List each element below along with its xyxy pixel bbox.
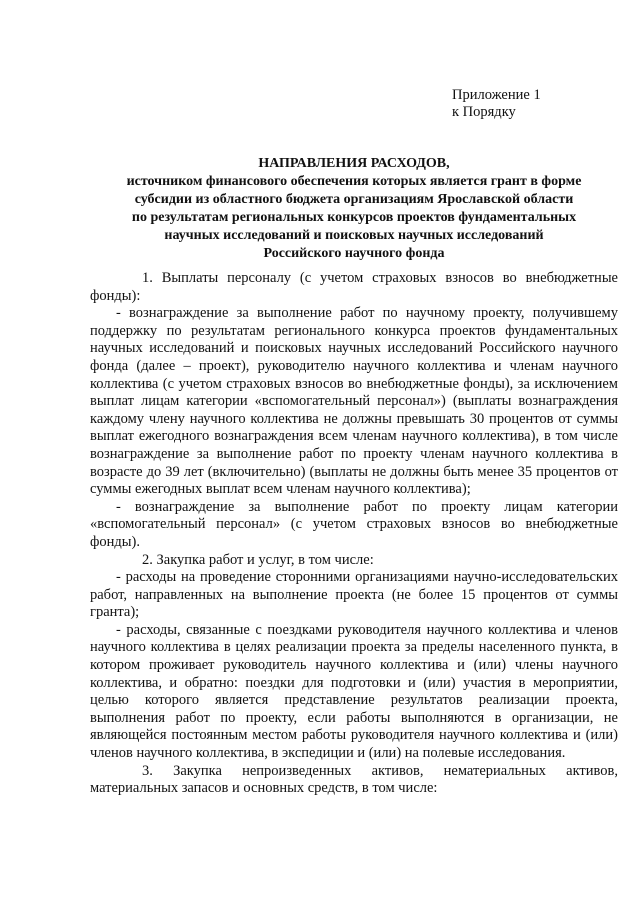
section-3-heading: 3. Закупка непроизведенных активов, нематериальных активов, материальных запасов и основных средств, в том числе: — [90, 762, 618, 797]
appendix-number: Приложение 1 — [452, 87, 541, 103]
section-2-heading: 2. Закупка работ и услуг, в том числе: — [142, 551, 374, 568]
section-1-item-1: - вознаграждение за выполнение работ по научному проекту, получившему поддержку по результатам регионального конкурса проектов фундаментальных научных исследований и поисковых научных исследований Российского научного фонда (далее – проект), руководителю научного коллектива и членам научного коллектива (с учетом страховых взносов во внебюджетные фонды), за исключением выплат лицам категории «вспомогательный персонал») (выплаты вознаграждения каждому члену научного коллектива не должны превышать 30 процентов от суммы выплат ежегодного вознаграждения всем членам научного коллектива), в том числе вознаграждение за выполнение работ по проекту членам научного коллектива в возрасте до 39 лет (включительно) (выплаты не должны быть менее 35 процентов от суммы ежегодных выплат всем членам научного коллектива); — [90, 305, 618, 498]
section-1-item-2: - вознаграждение за выполнение работ по проекту лицам категории «вспомогательный персонал» (с учетом страховых взносов во внебюджетные фонды). — [90, 498, 618, 550]
section-1-heading: 1. Выплаты персоналу (с учетом страховых взносов во внебюджетные фонды): — [90, 270, 618, 304]
title-line-5: научных исследований и поисковых научных исследований — [164, 228, 544, 243]
document-body — [90, 270, 618, 798]
section-2-item-1: - расходы на проведение сторонними организациями научно-исследовательских работ, направленных на выполнение проекта (не более 15 процентов от суммы гранта); — [90, 569, 618, 621]
appendix-reference — [452, 87, 541, 121]
title-line-2: источником финансового обеспечения которых является грант в форме — [126, 174, 582, 189]
appendix-target: к Порядку — [452, 104, 516, 120]
title-line-4: по результатам региональных конкурсов проектов фундаментальных — [131, 210, 577, 225]
section-2-item-2: - расходы, связанные с поездками руководителя научного коллектива и членов научного коллектива в целях реализации проекта за пределы населенного пункта, в котором проживает руководитель научного коллектива и (или) члены научного коллектива, и обратно: поездки для подготовки и (или) участия в мероприятии, целью которого является представление результатов реализации проекта, выполнения работ по проекту, если работы выполняются в организации, не являющейся постоянным местом работы руководителя научного коллектива и (или) членов научного коллектива, в экспедиции и (или) на полевые исследования. — [90, 621, 618, 762]
title-line-3: субсидии из областного бюджета организациям Ярославской области — [134, 192, 574, 207]
title-line-6: Российского научного фонда — [263, 246, 445, 261]
title-line-1: НАПРАВЛЕНИЯ РАСХОДОВ, — [258, 156, 450, 171]
document-title — [90, 155, 618, 263]
